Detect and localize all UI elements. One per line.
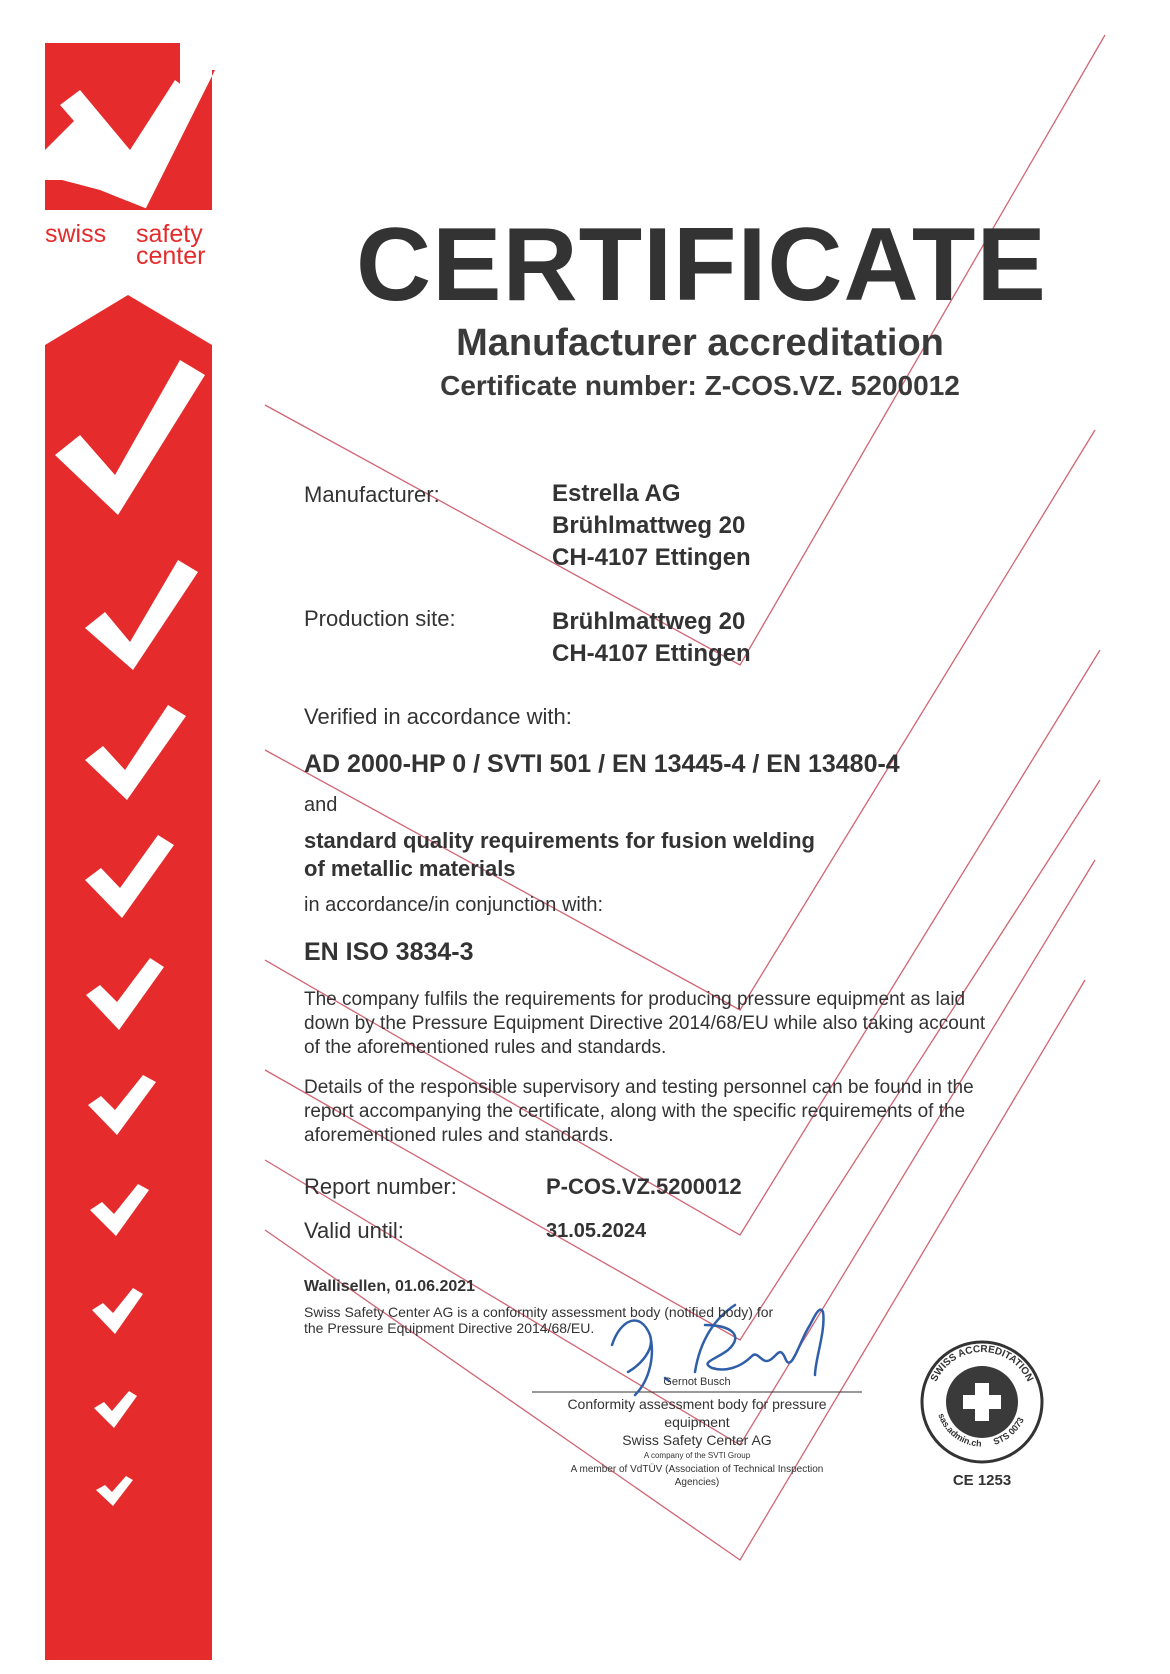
manufacturer-name: Estrella AG [552,480,681,507]
paragraph-line: down by the Pressure Equipment Directive 2014/68/EU while also taking account [304,1013,986,1034]
seal-right-text: STS 0073 [991,1415,1026,1447]
and-text: and [304,794,338,816]
iso-standard: EN ISO 3834-3 [304,938,474,966]
manufacturer-label: Manufacturer: [304,482,440,507]
red-band [45,295,212,1660]
page-title: CERTIFICATE [356,207,1047,323]
conjunction-text: in accordance/in conjunction with: [304,894,604,916]
brand-word-safety: safety [136,220,203,248]
body-line-2: equipment [664,1414,730,1430]
ce-number: CE 1253 [952,1472,1012,1489]
notified-body-line-1: Swiss Safety Center AG is a conformity assessment body (notified body) for [304,1304,774,1320]
notified-body-line-2: the Pressure Equipment Directive 2014/68/EU. [304,1320,595,1336]
body-line-1: Conformity assessment body for pressure [567,1396,827,1412]
seal-left-text: sas.admin.ch [936,1411,982,1449]
standards-list: AD 2000-HP 0 / SVTI 501 / EN 13445-4 / EN 13480-4 [304,750,900,778]
valid-until-label: Valid until: [304,1218,404,1243]
report-number-value: P-COS.VZ.5200012 [546,1174,742,1199]
seal-top-text: SWISS ACCREDITATION [928,1343,1036,1384]
manufacturer-street: Brühlmattweg 20 [552,512,746,539]
accreditation-seal-icon [922,1342,1042,1462]
signatory-name: Gernot Busch [663,1376,731,1388]
group-line: A company of the SVTI Group [643,1451,751,1460]
paragraph-requirements [304,988,1094,1060]
certificate-number: Certificate number: Z-COS.VZ. 5200012 [440,370,960,401]
paragraph-line: aforementioned rules and standards. [304,1125,614,1146]
company-name: Swiss Safety Center AG [622,1432,772,1448]
paragraph-line: Details of the responsible supervisory and testing personnel can be found in the [304,1077,974,1098]
paragraph-line: report accompanying the certificate, along with the specific requirements of the [304,1101,966,1122]
brand-word-swiss: swiss [45,220,107,248]
logo-checkmark-icon [45,43,215,210]
page-subtitle: Manufacturer accreditation [456,322,944,364]
report-number-label: Report number: [304,1174,457,1199]
paragraph-details [304,1076,1094,1148]
production-site-street: Brühlmattweg 20 [552,608,746,635]
manufacturer-city: CH-4107 Ettingen [552,544,751,571]
valid-until-value: 31.05.2024 [546,1220,647,1242]
member-line-2: Agencies) [674,1477,720,1488]
production-site-city: CH-4107 Ettingen [552,640,751,667]
quality-line-1: standard quality requirements for fusion welding [304,828,815,853]
verified-intro: Verified in accordance with: [304,704,572,729]
paragraph-line: of the aforementioned rules and standards. [304,1037,667,1058]
paragraph-line: The company fulfils the requirements for producing pressure equipment as laid [304,989,966,1010]
quality-line-2: of metallic materials [304,856,516,881]
member-line-1: A member of VdTÜV (Association of Technical Inspection [570,1464,824,1475]
brand-word-center: center [136,242,206,270]
production-site-label: Production site: [304,606,456,631]
place-date: Wallisellen, 01.06.2021 [304,1278,476,1295]
